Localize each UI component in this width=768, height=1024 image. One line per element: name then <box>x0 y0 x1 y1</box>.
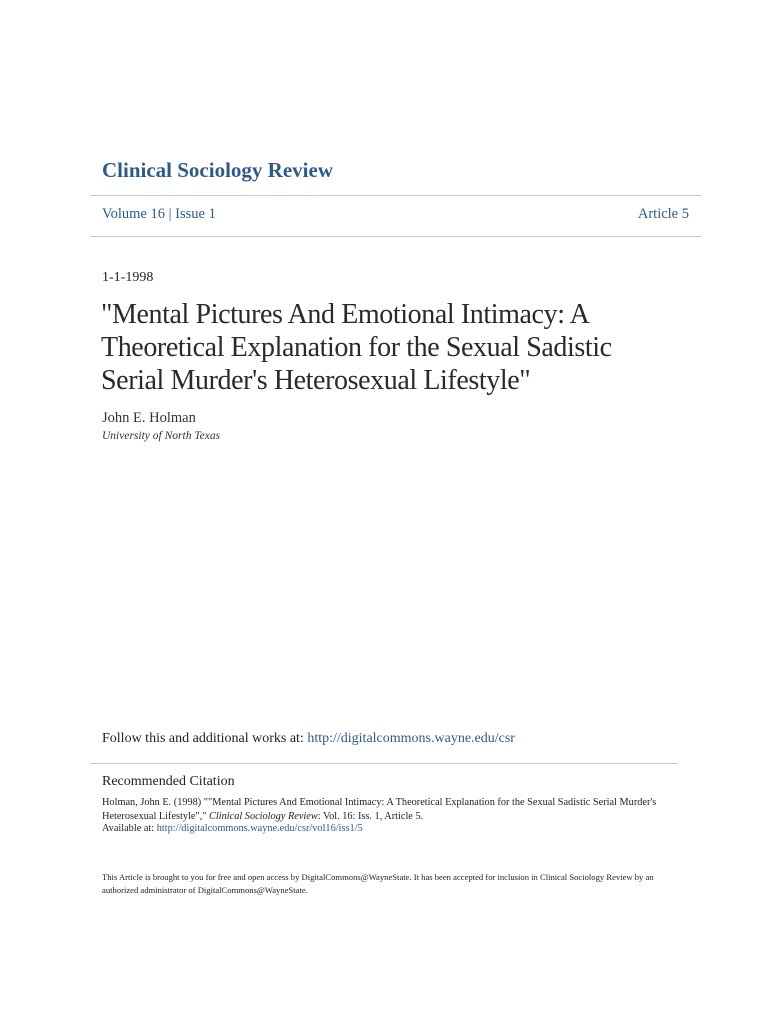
open-access-note: This Article is brought to you for free and open access by DigitalCommons@WayneState. It has been accepted for inclusion in Clinical Sociology Review by an authorized administrator of DigitalCommons@WayneState. <box>102 872 654 895</box>
issue-breadcrumb <box>102 206 216 223</box>
article-title: "Mental Pictures And Emotional Intimacy: A Theoretical Explanation for the Sexual Sadistic Serial Murder's Heterosexual Lifestyle" <box>101 299 612 396</box>
citation-divider <box>90 763 678 764</box>
volume-link[interactable]: Volume 16 <box>102 206 165 222</box>
citation-text-post: : Vol. 16: Iss. 1, Article 5. <box>317 810 424 822</box>
author-affiliation: University of North Texas <box>102 430 221 442</box>
header-divider-bottom <box>90 236 701 237</box>
follow-label: Follow this and additional works at: <box>102 731 308 746</box>
breadcrumb-separator: | <box>164 206 176 222</box>
header-divider-top <box>90 195 701 196</box>
available-at-url-link[interactable]: http://digitalcommons.wayne.edu/csr/vol16/iss1/5 <box>156 823 363 834</box>
citation-text-pre: Holman, John E. (1998) ""Mental Pictures And Emotional Intimacy: A Theoretical Explanation for the Sexual Sadistic Serial Murder's Heterosexual Lifestyle"," <box>102 797 657 822</box>
citation-journal-name: Clinical Sociology Review <box>209 810 318 822</box>
follow-line <box>102 731 515 747</box>
author-name: John E. Holman <box>102 410 196 426</box>
issue-link[interactable]: Issue 1 <box>175 206 216 222</box>
publication-date: 1-1-1998 <box>102 270 154 285</box>
journal-title[interactable]: Clinical Sociology Review <box>102 158 333 182</box>
available-at-line <box>102 823 363 834</box>
article-number-link[interactable]: Article 5 <box>637 206 689 222</box>
follow-url-link[interactable]: http://digitalcommons.wayne.edu/csr <box>307 731 515 746</box>
available-at-label: Available at: <box>102 823 157 834</box>
citation-text <box>102 796 682 823</box>
recommended-citation-heading: Recommended Citation <box>102 774 235 789</box>
